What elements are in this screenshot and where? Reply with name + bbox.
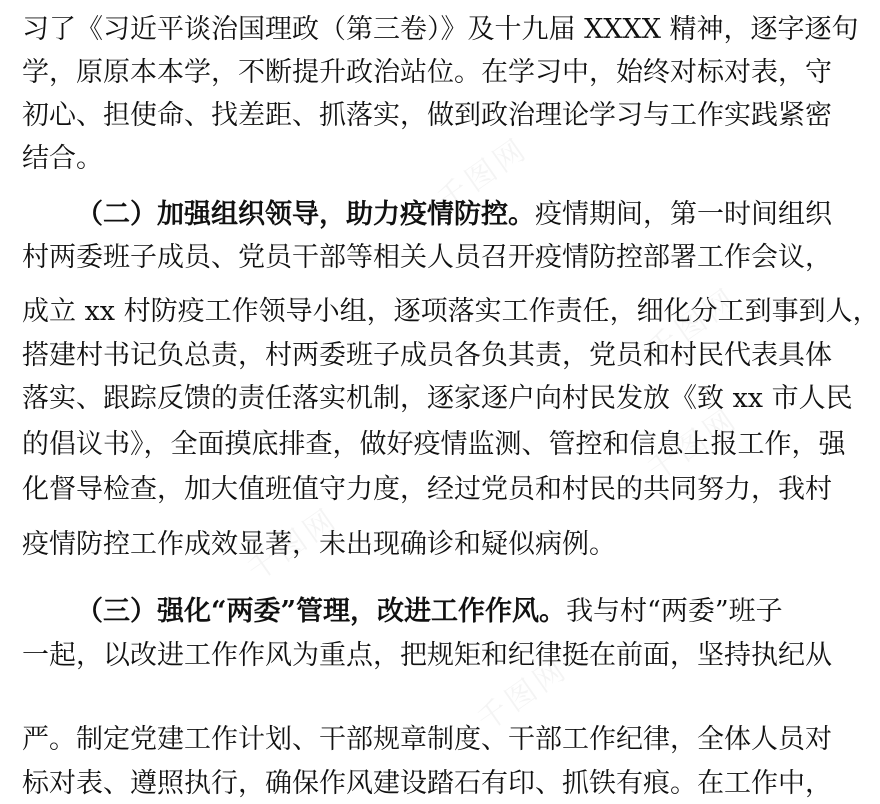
- section-heading: （二）加强组织领导，助力疫情防控。: [76, 199, 535, 230]
- text-line: 村两委班子成员、党员干部等相关人员召开疫情防控部署工作会议，: [22, 242, 832, 273]
- text-run: 疫情期间，第一时间组织: [535, 199, 832, 230]
- text-line: 落实、跟踪反馈的责任落实机制，逐家逐户向村民发放《致 xx 市人民: [22, 383, 853, 414]
- text-line: 习了《习近平谈治国理政（第三卷）》及十九届 XXXX 精神，逐字逐句: [22, 14, 859, 45]
- text-line: 结合。: [22, 143, 103, 174]
- text-line: 学，原原本本学，不断提升政治站位。在学习中，始终对标对表，守: [22, 57, 832, 88]
- text-run: 我与村“两委”班子: [566, 596, 783, 627]
- paragraph-first-line: [76, 195, 832, 235]
- paragraph-first-line: [76, 592, 782, 632]
- text-line: 成立 xx 村防疫工作领导小组，逐项落实工作责任，细化分工到事到人，: [22, 296, 880, 327]
- text-line: 搭建村书记负总责，村两委班子成员各负其责，党员和村民代表具体: [22, 340, 832, 371]
- text-line: 初心、担使命、找差距、抓落实，做到政治理论学习与工作实践紧密: [22, 100, 832, 131]
- text-line: 疫情防控工作成效显著，未出现确诊和疑似病例。: [22, 529, 616, 560]
- text-line: 严。制定党建工作计划、干部规章制度、干部工作纪律，全体人员对: [22, 724, 832, 755]
- text-line: 化督导检查，加大值班值守力度，经过党员和村民的共同努力，我村: [22, 474, 832, 505]
- text-line: 一起，以改进工作作风为重点，把规矩和纪律挺在前面，坚持执纪从: [22, 640, 832, 671]
- section-heading: （三）强化“两委”管理，改进工作作风。: [76, 596, 567, 627]
- text-line: 的倡议书》，全面摸底排查，做好疫情监测、管控和信息上报工作，强: [22, 429, 846, 460]
- text-line: 标对表、遵照执行，确保作风建设踏石有印、抓铁有痕。在工作中，: [22, 768, 832, 799]
